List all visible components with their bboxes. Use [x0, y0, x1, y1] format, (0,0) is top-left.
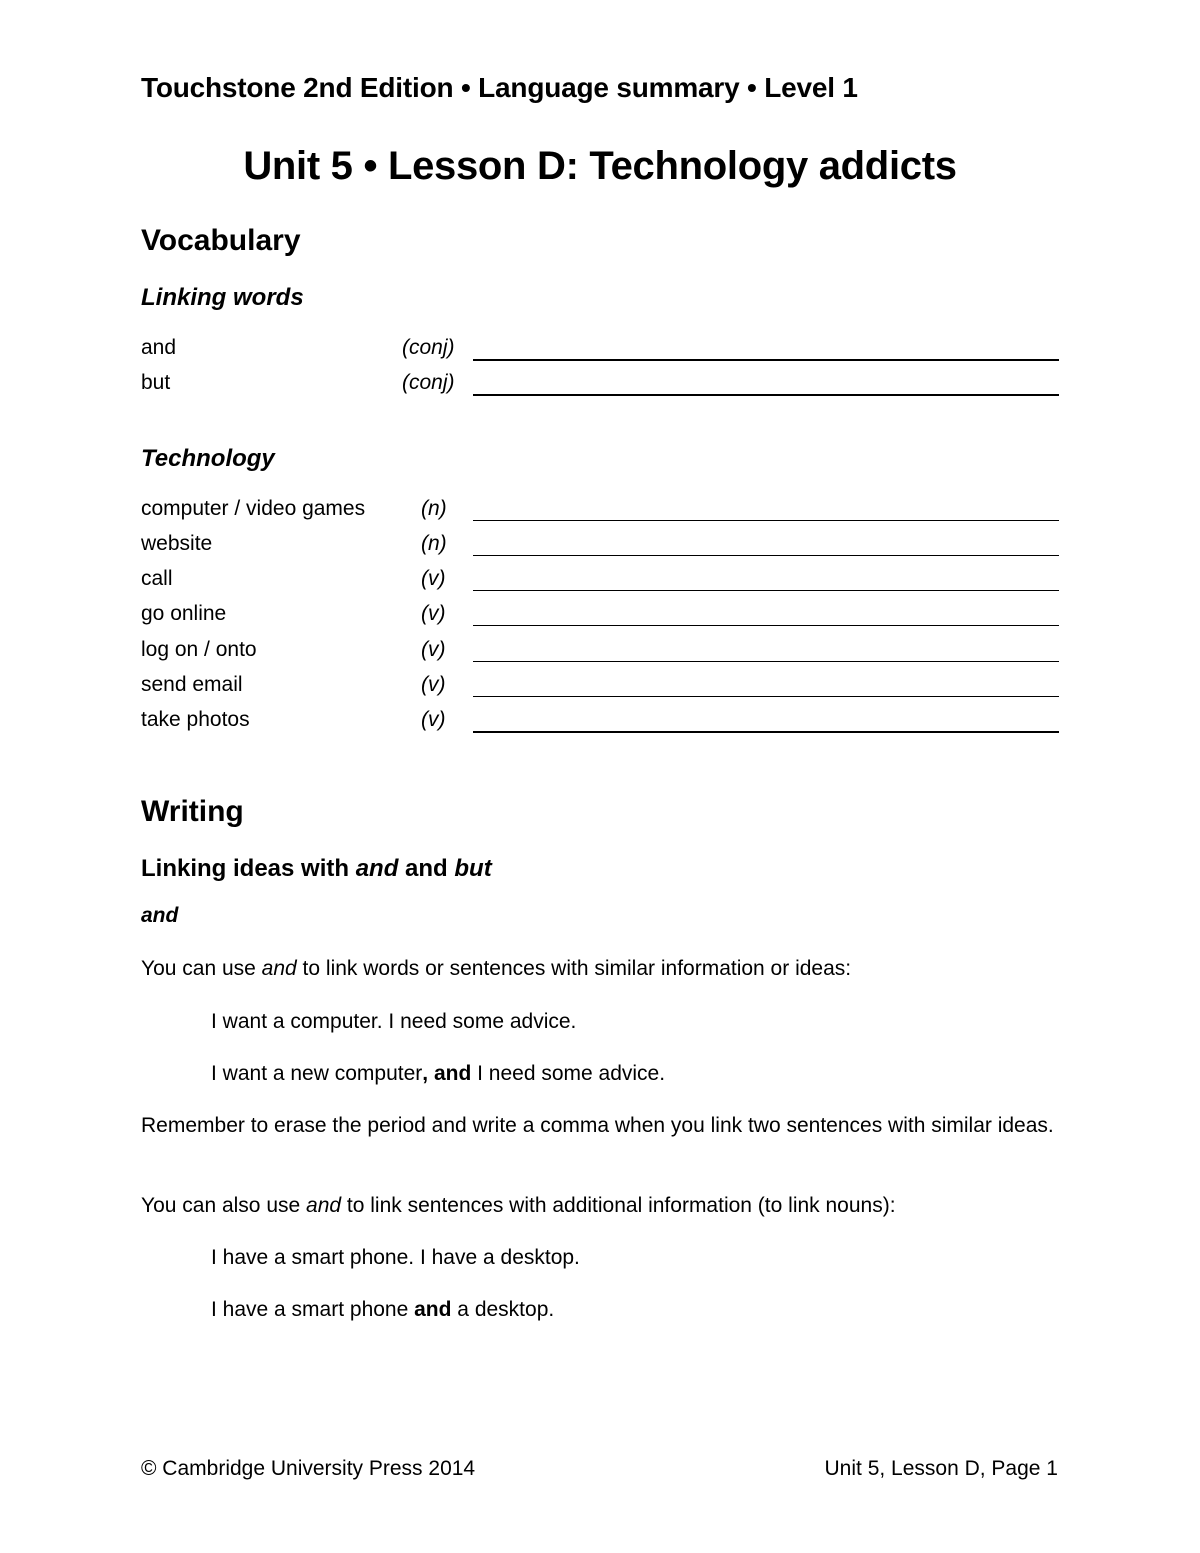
- para-emphasis: and: [261, 957, 297, 980]
- vocab-word: take photos: [141, 708, 250, 731]
- example-sentence: [211, 1060, 665, 1088]
- para-text: You can use: [141, 957, 262, 980]
- subheading-and: and: [355, 855, 399, 882]
- para-text: to link words or sentences with similar information or ideas:: [296, 957, 852, 980]
- para-text: to link sentences with additional information (to link nouns):: [341, 1194, 896, 1217]
- lesson-title: Unit 5 • Lesson D: Technology addicts: [243, 144, 957, 188]
- example-sentence: I want a computer. I need some advice.: [211, 1010, 577, 1033]
- paragraph: Remember to erase the period and write a comma when you link two sentences with similar ideas.: [141, 1114, 1054, 1137]
- answer-line: [473, 731, 1059, 733]
- answer-line: [473, 394, 1059, 396]
- vocab-row: [141, 370, 1059, 405]
- subheading-but: but: [454, 855, 492, 882]
- example-bold: and: [414, 1298, 452, 1321]
- vocab-pos: (n): [421, 532, 447, 555]
- vocab-pos: (v): [421, 567, 446, 590]
- answer-line: [473, 555, 1059, 556]
- example-text: I need some advice.: [471, 1062, 666, 1085]
- vocab-row: [141, 335, 1059, 370]
- vocab-word: and: [141, 336, 177, 359]
- vocab-pos: (conj): [402, 336, 455, 359]
- vocab-pos: (conj): [402, 371, 455, 394]
- example-sentence: I have a smart phone. I have a desktop.: [211, 1246, 580, 1269]
- answer-line: [473, 625, 1059, 626]
- footer-copyright: © Cambridge University Press 2014: [141, 1457, 476, 1480]
- vocabulary-heading: Vocabulary: [141, 224, 301, 257]
- and-heading: and: [141, 904, 179, 927]
- footer-page-number: Unit 5, Lesson D, Page 1: [824, 1457, 1058, 1480]
- vocab-row: [141, 672, 1059, 707]
- page-header: Touchstone 2nd Edition • Language summary • Level 1: [141, 72, 858, 103]
- vocab-pos: (n): [421, 497, 447, 520]
- example-sentence: [211, 1296, 554, 1324]
- para-emphasis: and: [306, 1194, 342, 1217]
- vocab-row: [141, 707, 1059, 742]
- vocab-row: [141, 531, 1059, 566]
- vocab-word: go online: [141, 602, 227, 625]
- vocab-row: [141, 566, 1059, 601]
- linking-words-heading: Linking words: [141, 284, 304, 311]
- vocab-row: [141, 601, 1059, 636]
- answer-line: [473, 661, 1059, 662]
- para-text: You can also use: [141, 1194, 307, 1217]
- vocab-row: [141, 637, 1059, 672]
- example-text: I have a smart phone: [211, 1298, 415, 1321]
- example-text: I want a new computer: [211, 1062, 423, 1085]
- vocab-pos: (v): [421, 602, 446, 625]
- vocab-word: website: [141, 532, 213, 555]
- vocab-row: [141, 496, 1059, 531]
- answer-line: [473, 520, 1059, 521]
- vocab-word: call: [141, 567, 173, 590]
- subheading-text: and: [398, 855, 455, 882]
- vocab-word: but: [141, 371, 171, 394]
- answer-line: [473, 590, 1059, 591]
- writing-heading: Writing: [141, 795, 244, 828]
- vocab-pos: (v): [421, 638, 446, 661]
- vocab-word: computer / video games: [141, 497, 366, 520]
- example-bold: , and: [422, 1062, 472, 1085]
- subheading-text: Linking ideas with: [141, 855, 356, 882]
- vocab-word: send email: [141, 673, 243, 696]
- paragraph: [141, 1192, 1061, 1220]
- technology-heading: Technology: [141, 445, 275, 472]
- vocab-pos: (v): [421, 708, 446, 731]
- example-text: a desktop.: [451, 1298, 555, 1321]
- paragraph: [141, 955, 1061, 983]
- vocab-word: log on / onto: [141, 638, 257, 661]
- writing-subheading: [141, 855, 492, 883]
- answer-line: [473, 696, 1059, 697]
- answer-line: [473, 359, 1059, 361]
- vocab-pos: (v): [421, 673, 446, 696]
